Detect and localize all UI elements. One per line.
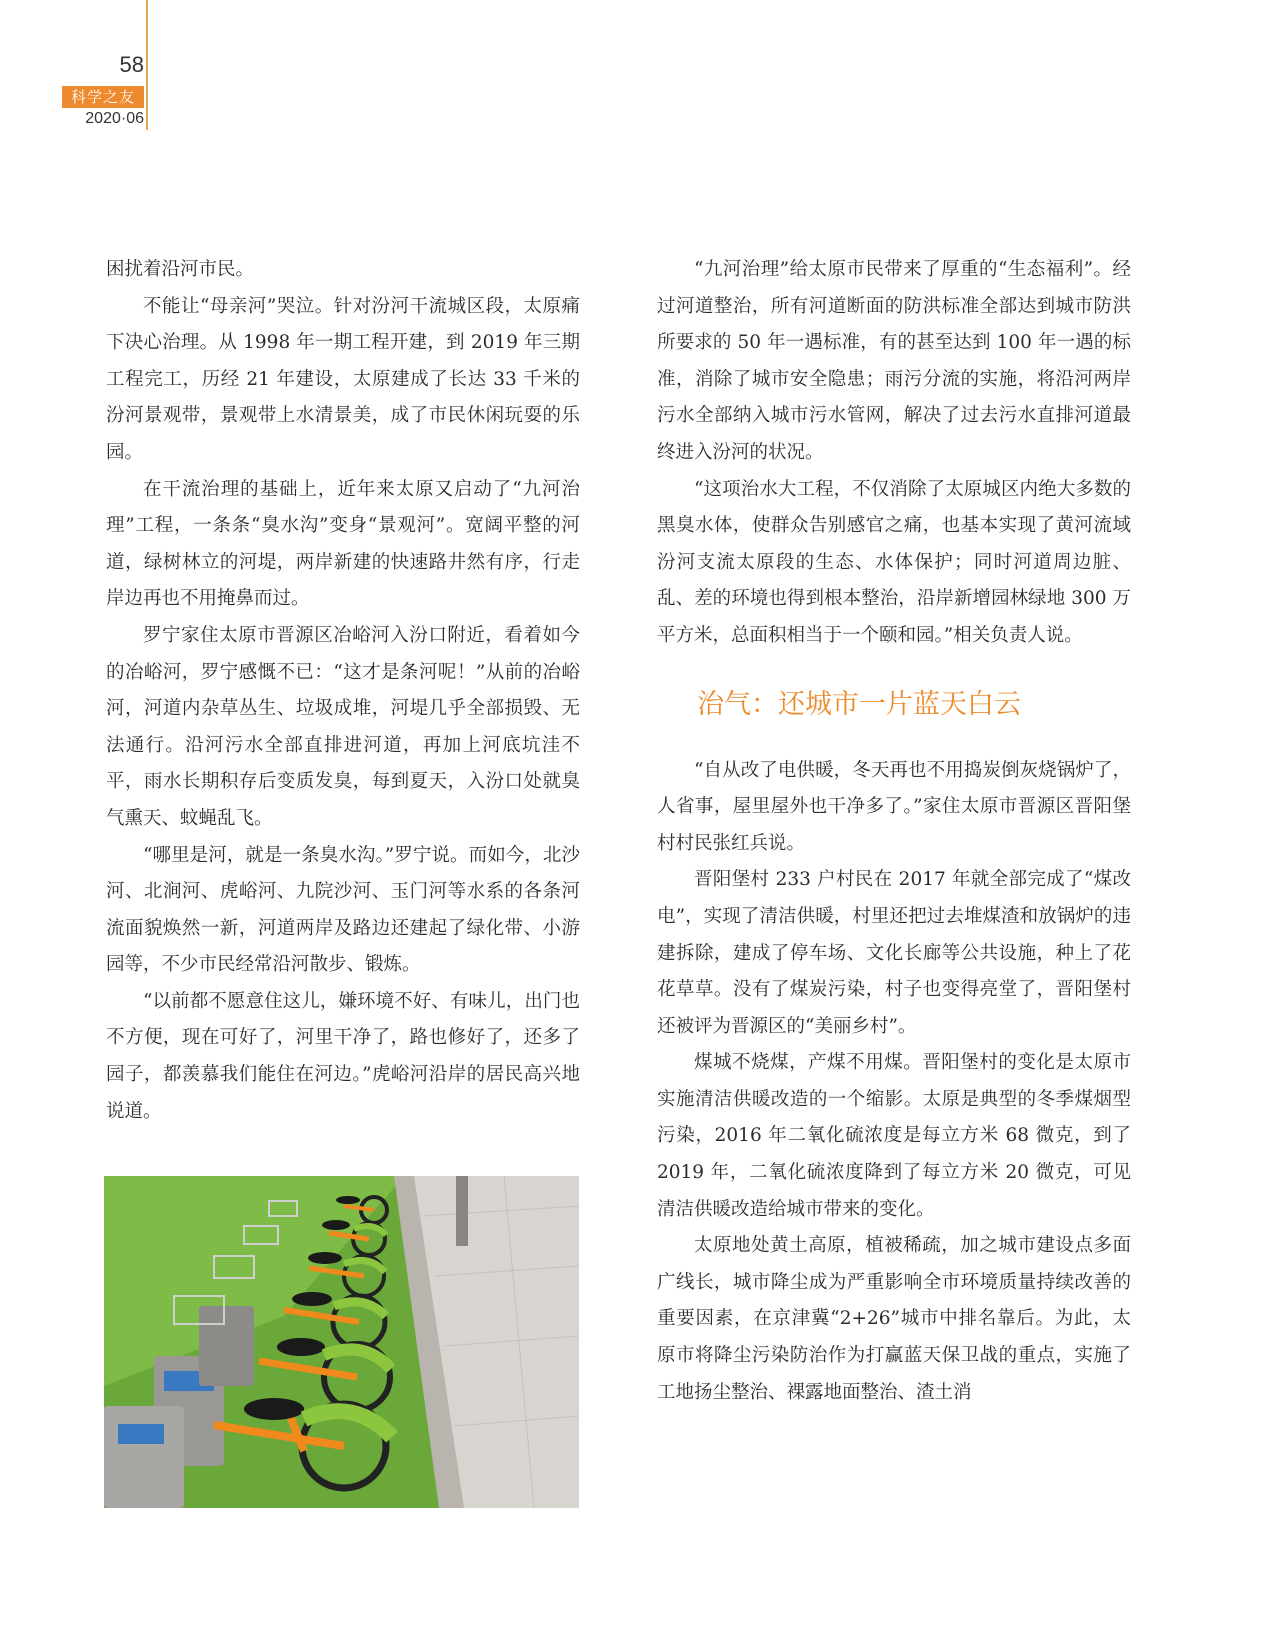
paragraph: 在干流治理的基础上，近年来太原又启动了“九河治理”工程，一条条“臭水沟”变身“景观河”。宽阔平整的河道，绿树林立的河堤，两岸新建的快速路井然有序，行走岸边再也不用掩鼻而过。 (106, 478, 580, 610)
bike-share-photo (104, 1176, 579, 1508)
section-heading: 治气：还城市一片蓝天白云 (697, 688, 1021, 720)
left-column (106, 252, 580, 1130)
paragraph: 困扰着沿河市民。 (106, 259, 255, 280)
paragraph: “以前都不愿意住这儿，嫌环境不好、有味儿，出门也不方便，现在可好了，河里干净了，路也修好了，还多了园子，都羡慕我们能住在河边。”虎峪河沿岸的居民高兴地说道。 (106, 990, 580, 1122)
paragraph: 太原地处黄土高原，植被稀疏，加之城市建设点多面广线长，城市降尘成为严重影响全市环境质量持续改善的重要因素，在京津冀“2+26”城市中排名靠后。为此，太原市将降尘污染防治作为打赢蓝天保卫战的重点，实施了工地扬尘整治、裸露地面整治、渣土消 (657, 1235, 1131, 1403)
paragraph: 不能让“母亲河”哭泣。针对汾河干流城区段，太原痛下决心治理。从 1998 年一期工程开建，到 2019 年三期工程完工，历经 21 年建设，太原建成了长达 33 千米的汾河景观带，景观带上水清景美，成了市民休闲玩耍的乐园。 (106, 295, 580, 463)
paragraph: “九河治理”给太原市民带来了厚重的“生态福利”。经过河道整治，所有河道断面的防洪标准全部达到城市防洪所要求的 50 年一遇标准，有的甚至达到 100 年一遇的标准，消除了城市安全隐患；雨污分流的实施，将沿河两岸污水全部纳入城市污水管网，解决了过去污水直排河道最终进入汾河的状况。 (657, 259, 1131, 463)
paragraph: 煤城不烧煤，产煤不用煤。晋阳堡村的变化是太原市实施清洁供暖改造的一个缩影。太原是典型的冬季煤烟型污染，2016 年二氧化硫浓度是每立方米 68 微克，到了 2019 年，二氧化硫浓度降到了每立方米 20 微克，可见清洁供暖改造给城市带来的变化。 (657, 1052, 1131, 1220)
right-column (657, 252, 1131, 1411)
paragraph: 晋阳堡村 233 户村民在 2017 年就全部完成了“煤改电”，实现了清洁供暖，村里还把过去堆煤渣和放锅炉的违建拆除，建成了停车场、文化长廊等公共设施，种上了花花草草。没有了煤炭污染，村子也变得亮堂了，晋阳堡村还被评为晋源区的“美丽乡村”。 (657, 869, 1131, 1037)
page-number: 58 (119, 52, 144, 77)
header-rule (146, 0, 148, 130)
paragraph: “哪里是河，就是一条臭水沟。”罗宁说。而如今，北沙河、北涧河、虎峪河、九院沙河、玉门河等水系的各条河流面貌焕然一新，河道两岸及路边还建起了绿化带、小游园等，不少市民经常沿河散步、锻炼。 (106, 844, 580, 976)
paragraph: “自从改了电供暖，冬天再也不用捣炭倒灰烧锅炉了，人省事，屋里屋外也干净多了。”家住太原市晋源区晋阳堡村村民张红兵说。 (657, 759, 1131, 854)
magazine-name: 科学之友 (62, 86, 144, 108)
paragraph: 罗宁家住太原市晋源区冶峪河入汾口附近，看着如今的冶峪河，罗宁感慨不已：“这才是条河呢！”从前的冶峪河，河道内杂草丛生、垃圾成堆，河堤几乎全部损毁、无法通行。沿河污水全部直排进河道，再加上河底坑洼不平，雨水长期积存后变质发臭，每到夏天，入汾口处就臭气熏天、蚊蝇乱飞。 (106, 624, 580, 829)
issue-date: 2020·06 (85, 110, 144, 127)
paragraph: “这项治水大工程，不仅消除了太原城区内绝大多数的黑臭水体，使群众告别感官之痛，也基本实现了黄河流域汾河支流太原段的生态、水体保护；同时河道周边脏、乱、差的环境也得到根本整治，沿岸新增园林绿地 300 万平方米，总面积相当于一个颐和园。”相关负责人说。 (657, 478, 1131, 646)
